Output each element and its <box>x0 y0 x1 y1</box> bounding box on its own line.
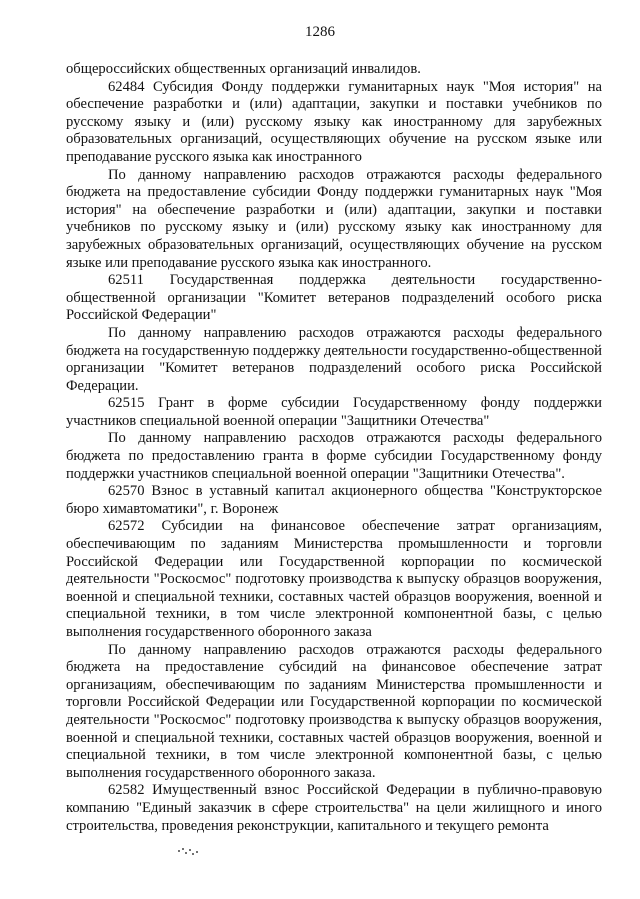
page-number: 1286 <box>305 24 335 40</box>
paragraph-62572-description: По данному направлению расходов отражаются расходы федерального бюджета на предоставление субсидий на финансовое обеспечение затрат организациям, обеспечивающим по заданиям Министерства промышленности и торговли Российской Федерации или Государственной корпорации по космической деятельности "Роскосмос" подготовку производства к выпуску образцов вооружения, военной и специальной техники, составных частей образцов вооружения, военной и специальной техники, в том числе электронной компонентной базы, с целью выполнения государственного оборонного заказа. <box>66 641 602 781</box>
paragraph-continuation: общероссийских общественных организаций инвалидов. <box>66 61 421 77</box>
paragraph-62484-heading: 62484 Субсидия Фонду поддержки гуманитарных наук "Моя история" на обеспечение разработки и (или) адаптации, закупки и поставки учебников по русскому языку и (или) русскому языку как иностранному для зарубежных образовательных организаций, осуществляющих обучение на русском языке или преподавание русского языка как иностранного <box>66 78 602 165</box>
paragraph-62570-heading: 62570 Взнос в уставный капитал акционерного общества "Конструкторское бюро химавтоматики", г. Воронеж <box>66 483 602 517</box>
paragraph-62511-description: По данному направлению расходов отражаются расходы федерального бюджета на государственную поддержку деятельности государственно-общественной организации "Комитет ветеранов подразделений особого риска Российской Федерации. <box>66 324 602 394</box>
paragraph-62484-description: По данному направлению расходов отражаются расходы федерального бюджета на предоставление субсидии Фонду поддержки гуманитарных наук "Моя история" на обеспечение разработки и (или) адаптации, закупки и поставки учебников по русскому языку и (или) русскому языку как иностранному для зарубежных образовательных организаций, осуществляющих обучение на русском языке или преподавание русского языка как иностранного. <box>66 166 602 271</box>
scan-mark-icon <box>178 846 200 860</box>
paragraph-62572-heading: 62572 Субсидии на финансовое обеспечение затрат организациям, обеспечивающим по заданиям Министерства промышленности и торговли Российской Федерации или Государственной корпорации по космической деятельности "Роскосмос" подготовку производства к выпуску образцов вооружения, военной и специальной техники, составных частей образцов вооружения, военной и специальной техники, в том числе электронной компонентной базы, с целью выполнения государственного оборонного заказа <box>66 518 602 640</box>
paragraph-62511-heading: 62511 Государственная поддержка деятельности государственно-общественной организации "Комитет ветеранов подразделений особого риска Российской Федерации" <box>66 272 602 324</box>
paragraph-62515-heading: 62515 Грант в форме субсидии Государственному фонду поддержки участников специальной военной операции "Защитники Отечества" <box>66 395 602 429</box>
paragraph-62515-description: По данному направлению расходов отражаются расходы федерального бюджета по предоставлению гранта в форме субсидии Государственному фонду поддержки участников специальной военной операции "Защитники Отечества". <box>66 430 602 482</box>
paragraph-62582-heading: 62582 Имущественный взнос Российской Федерации в публично-правовую компанию "Единый заказчик в сфере строительства" на цели жилищного и иного строительства, проведения реконструкции, капитального и текущего ремонта <box>66 782 602 834</box>
document-body <box>66 61 602 835</box>
